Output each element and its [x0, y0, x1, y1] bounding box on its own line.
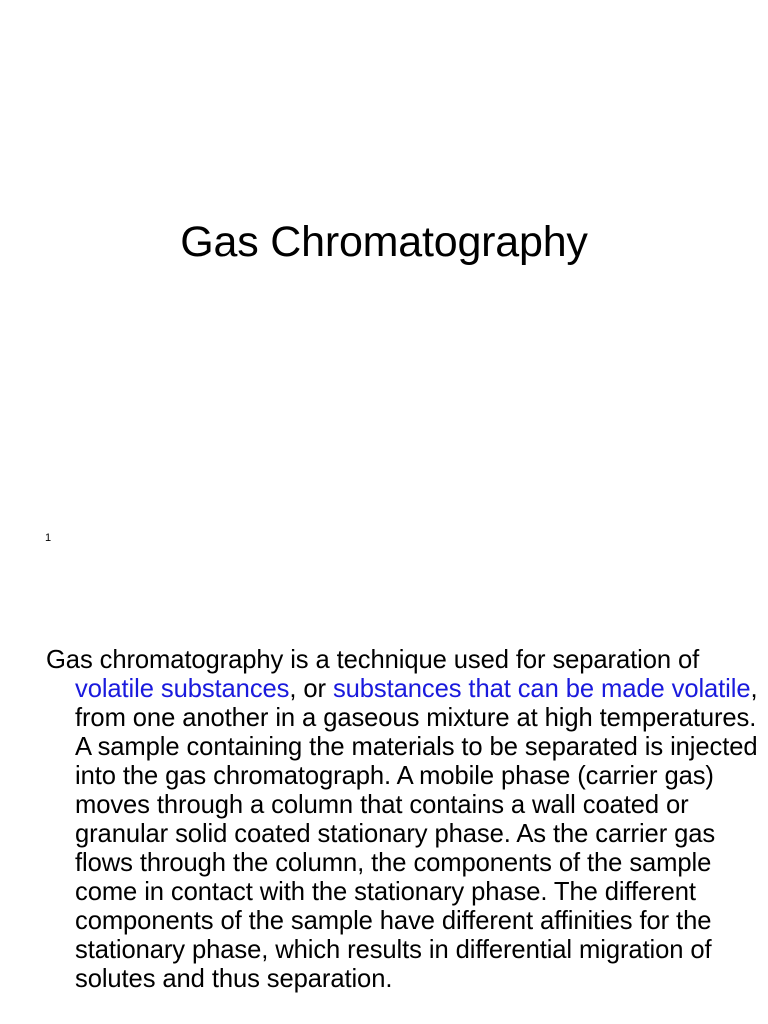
slide-title: Gas Chromatography: [180, 218, 588, 266]
body-text-part-3: , from one another in a gaseous mixture at high temperatures. A sample containing the materials to be separated is injected into the gas chromatograph. A mobile phase (carrier gas) moves through a column that contains a wall coated or granular solid coated stationary phase. As the carrier gas flows through the column, the components of the sample come in contact with the stationary phase. The different components of the sample have different affinities for the stationary phase, which results in differential migration of solutes and thus separation.: [75, 675, 758, 993]
page-number: 1: [45, 532, 52, 544]
body-paragraph: [46, 646, 765, 994]
body-text-part-2: , or: [289, 675, 333, 703]
highlight-substances-made-volatile: substances that can be made volatile: [332, 675, 751, 703]
body-text-part-1: Gas chromatography is a technique used for separation of: [46, 646, 700, 674]
highlight-volatile-substances: volatile substances: [75, 675, 290, 703]
